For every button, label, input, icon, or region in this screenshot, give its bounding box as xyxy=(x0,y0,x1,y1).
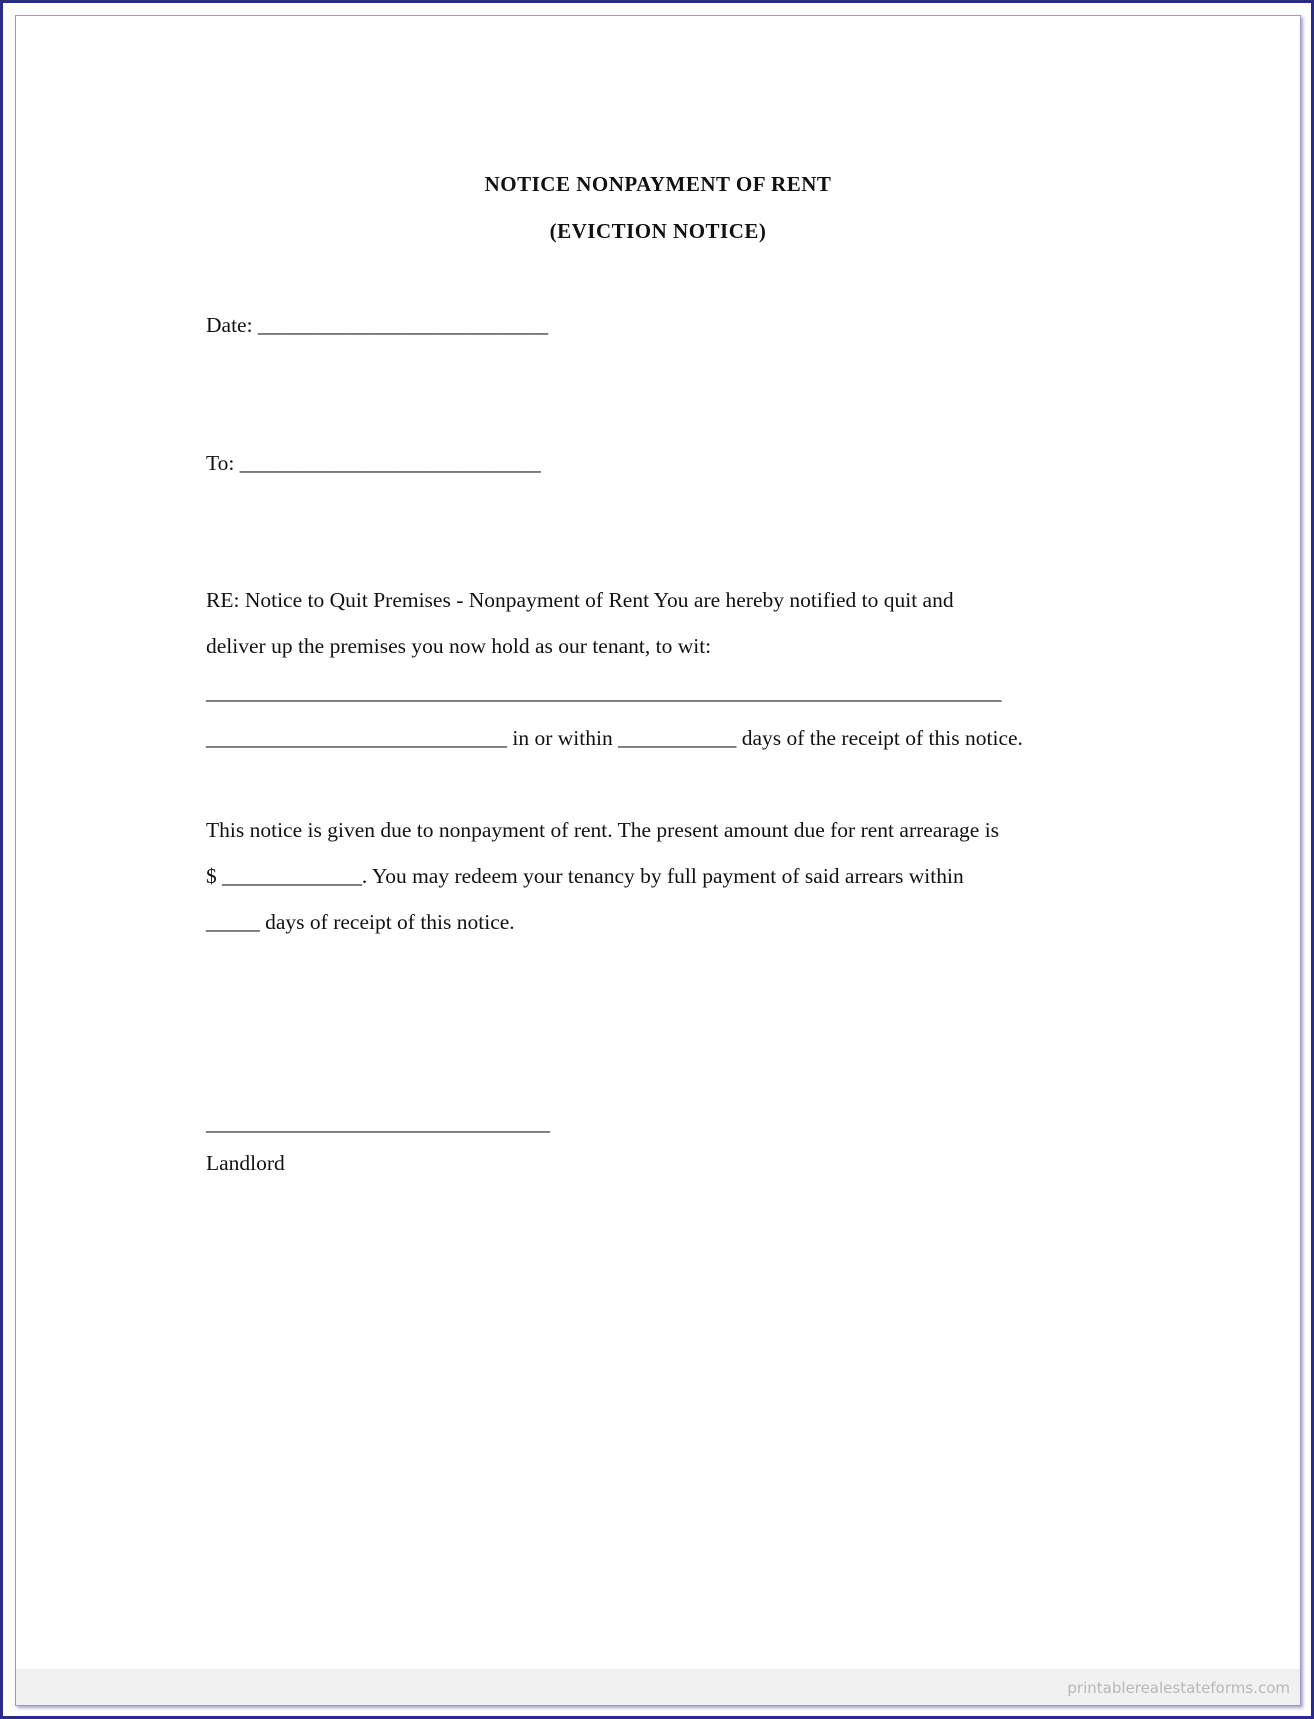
watermark-text: printablerealestateforms.com xyxy=(1067,1679,1290,1697)
document-title: NOTICE NONPAYMENT OF RENT xyxy=(484,172,832,196)
re-line-3: ____________________________ in or within ___________ days of the receipt of this notice. xyxy=(206,726,1023,750)
re-line-2: deliver up the premises you now hold as our tenant, to wit: xyxy=(206,634,712,658)
re-line-1: RE: Notice to Quit Premises - Nonpayment of Rent You are hereby notified to quit and xyxy=(206,588,954,612)
to-line: To: ____________________________ xyxy=(206,451,541,475)
paragraph-line-3: _____ days of receipt of this notice. xyxy=(206,910,515,934)
date-line: Date: ___________________________ xyxy=(206,313,549,337)
premises-blank-line: __________________________________________________________________________ xyxy=(206,680,1002,704)
document-subtitle: (EVICTION NOTICE) xyxy=(549,219,767,243)
document-page xyxy=(15,15,1301,1706)
paragraph-line-2: $ _____________. You may redeem your tenancy by full payment of said arrears within xyxy=(206,864,964,888)
signature-label: Landlord xyxy=(206,1151,285,1175)
notice-document xyxy=(16,16,1300,1705)
signature-line: ________________________________ xyxy=(206,1111,550,1135)
paragraph-line-1: This notice is given due to nonpayment of rent. The present amount due for rent arrearage is xyxy=(206,818,1000,842)
